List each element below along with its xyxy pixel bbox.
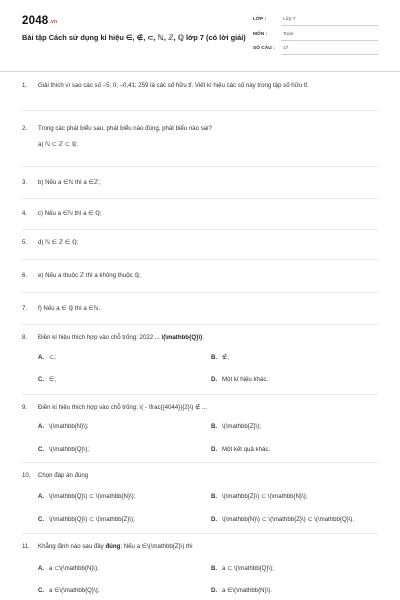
question-number: 10. <box>22 472 31 479</box>
meta-grade-value: Lớp 7 <box>283 17 296 22</box>
question-number: 5. <box>22 239 28 246</box>
answer-option-b[interactable]: B. \(\mathbb{Z}\); <box>211 423 261 430</box>
meta-subject-value: Toán <box>283 32 294 37</box>
question-number: 11. <box>22 543 31 550</box>
meta-subject-label: MÔN : <box>253 32 268 37</box>
question-text: Trong các phát biểu sau, phát biểu nào đúng, phát biểu nào sai? <box>38 125 212 132</box>
answer-option-d[interactable]: D. \(\mathbb{N}\) ⊂ \(\mathbb{Z}\) ⊂ \(\mathbb{Q}\). <box>211 516 355 523</box>
answer-option-d[interactable]: D. a ∈\(\mathbb{N}\). <box>211 587 273 594</box>
answer-option-d[interactable]: D. Một kí hiệu khác. <box>211 376 269 383</box>
question-text: f) Nếu a ∈ ℚ thì a ∈ℕ. <box>38 305 101 312</box>
question-number: 7. <box>22 305 28 312</box>
answer-option-c[interactable]: C. \(\mathbb{Q}\) ⊂ \(\mathbb{Z}\); <box>38 516 135 523</box>
question-text: d) ℕ ∈ ℤ ∈ ℚ; <box>38 239 79 246</box>
answer-option-d[interactable]: D. Một kết quả khác. <box>211 446 271 453</box>
question-number: 1. <box>22 82 28 89</box>
answer-option-a[interactable]: A. ⊂; <box>38 354 56 361</box>
question-text: Giải thích vì sao các số –5; 0; –0,41; 259 là các số hữu tỉ. Viết kí hiệu các số này trong tập số hữu tỉ. <box>38 82 309 89</box>
answer-option-a[interactable]: A. \(\mathbb{Q}\) ⊂ \(\mathbb{N}\); <box>38 493 136 500</box>
answer-option-b[interactable]: B. \(\mathbb{Z}\) ⊂ \(\mathbb{N}\); <box>211 493 308 500</box>
question-text: e) Nếu a thuộc ℤ thì a không thuộc ℚ; <box>38 272 141 279</box>
meta-question-count-label: SỐ CÂU : <box>253 46 275 51</box>
question-number: 2. <box>22 125 28 132</box>
question-number: 6. <box>22 272 28 279</box>
question-text: Khẳng định nào sau đây đúng: Nếu a ∈\(\mathbb{Z}\) thì <box>38 543 193 550</box>
meta-question-count-value: 17 <box>283 46 289 51</box>
worksheet-title: Bài tập Cách sử dụng kí hiệu ∈, ∉, ⊂, ℕ, ℤ, ℚ lớp 7 (có lời giải) <box>22 33 246 42</box>
question-number: 9. <box>22 404 28 411</box>
answer-option-b[interactable]: B. a ⊂ \(\mathbb{Q}\); <box>211 565 274 572</box>
question-text: c) Nếu a ∈ℕ thì a ∈ ℚ; <box>38 210 102 217</box>
question-text: b) Nếu a ∈ℕ thì a ∈ℤ; <box>38 179 101 186</box>
meta-subject <box>253 32 378 43</box>
meta-grade-label: LỚP : <box>253 17 267 22</box>
question-subtext: a) ℕ ⊂ ℤ ⊂ ℚ; <box>38 141 79 148</box>
question-text: Điền kí hiệu thích hợp vào chỗ trống: \( - \frac{{4044}}{2}\) ∉ ... <box>38 404 208 411</box>
question-number: 8. <box>22 334 28 341</box>
answer-option-a[interactable]: A. \(\mathbb{N}\); <box>38 423 89 430</box>
question-text: Điền kí hiệu thích hợp vào chỗ trống: 2022 ... \(\mathbb{Q}\): <box>38 334 204 341</box>
question-text: Chọn đáp án đúng <box>38 472 89 479</box>
answer-option-a[interactable]: A. a ⊂\(\mathbb{N}\); <box>38 565 99 572</box>
question-number: 3. <box>22 179 28 186</box>
meta-grade <box>253 17 378 28</box>
answer-option-b[interactable]: B. ∉; <box>211 354 230 361</box>
answer-option-c[interactable]: C. ∈; <box>38 376 57 383</box>
answer-option-c[interactable]: C. \(\mathbb{Q}\); <box>38 446 89 453</box>
answer-option-c[interactable]: C. a ∈\(\mathbb{Q}\); <box>38 587 100 594</box>
worksheet-header <box>0 0 400 72</box>
site-logo[interactable]: $2048^{.vn}$ <box>22 15 58 27</box>
meta-question-count <box>253 46 378 57</box>
question-number: 4. <box>22 210 28 217</box>
